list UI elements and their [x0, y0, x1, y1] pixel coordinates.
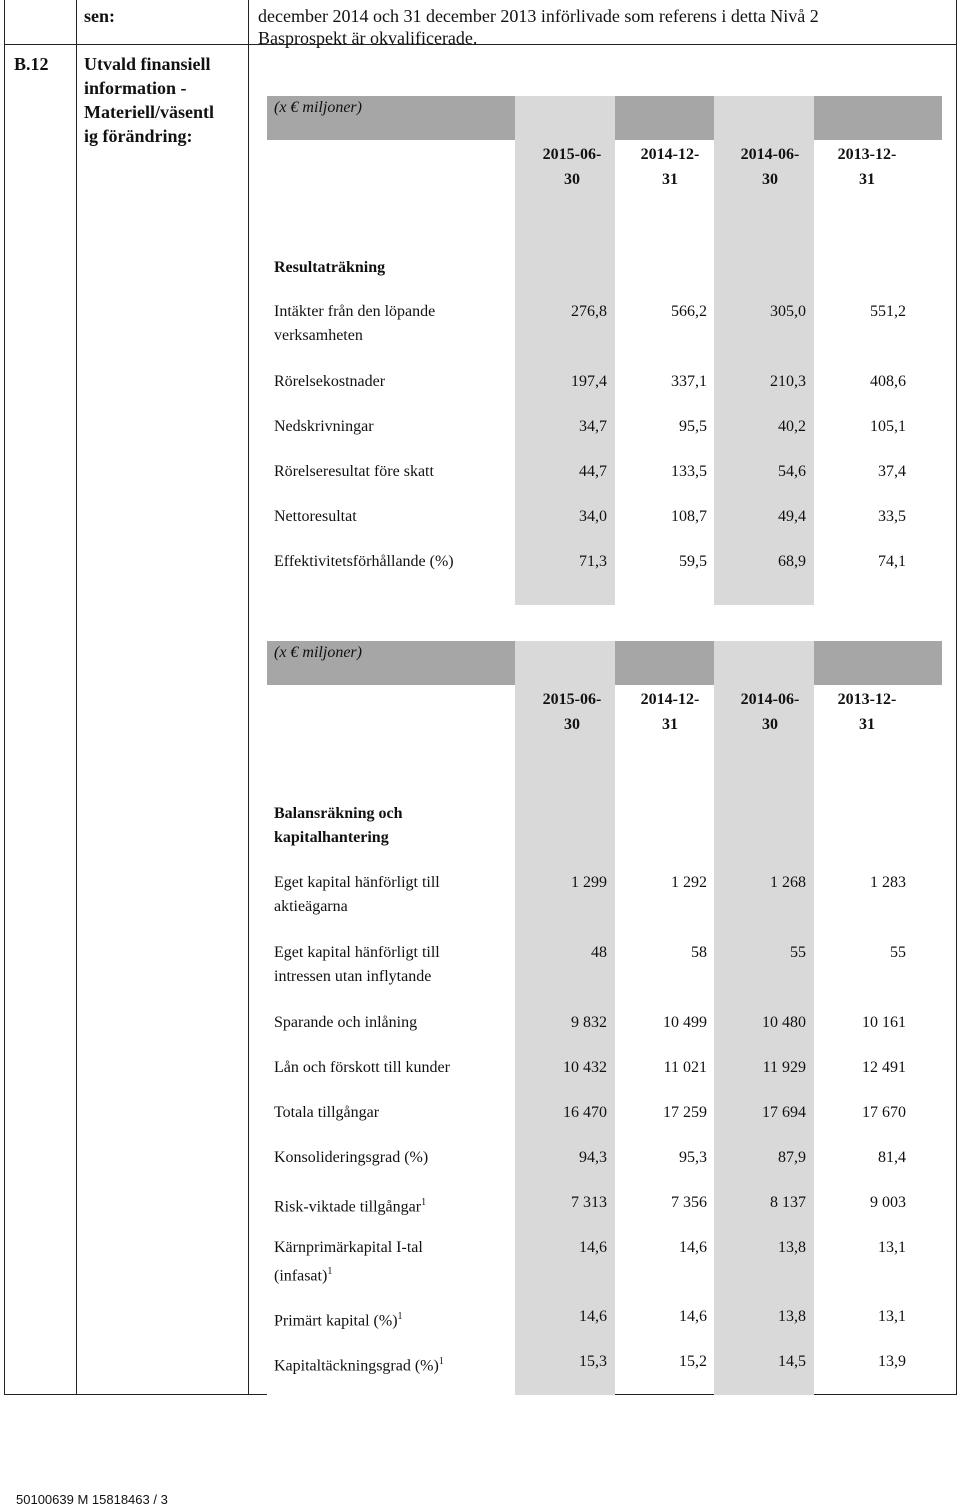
- cell-value: 1 292: [671, 874, 707, 891]
- cell-value: 9 832: [571, 1014, 607, 1031]
- cell-value: 44,7: [579, 463, 607, 480]
- cell-value: 197,4: [571, 373, 607, 390]
- row-label: Nettoresultat: [274, 508, 357, 525]
- cell-value: 68,9: [778, 553, 806, 570]
- row-label: Eget kapital hänförligt till aktieägarna: [274, 874, 440, 915]
- cell-value: 133,5: [671, 463, 707, 480]
- row-label: Primärt kapital (%)$^1$: [274, 1311, 403, 1330]
- cell-value: 33,5: [878, 508, 906, 525]
- cell-value: 55: [890, 944, 906, 961]
- page-footer: 50100639 M 15818463 / 3: [16, 1492, 168, 1507]
- label-column-bg: [267, 685, 515, 1395]
- cell-value: 87,9: [778, 1149, 806, 1166]
- cell-value: 13,1: [878, 1308, 906, 1325]
- row-label: Effektivitetsförhållande (%): [274, 553, 454, 570]
- cell-value: 14,5: [778, 1353, 806, 1370]
- section-title-line: Materiell/väsentl: [84, 102, 214, 122]
- cell-value: 34,7: [579, 418, 607, 435]
- cell-value: 37,4: [878, 463, 906, 480]
- cell-value: 11 929: [762, 1059, 806, 1076]
- section-number: B.12: [14, 54, 49, 74]
- cell-value: 54,6: [778, 463, 806, 480]
- row-label: Kapitaltäckningsgrad (%)$^1$: [274, 1356, 444, 1375]
- cell-value: 108,7: [671, 508, 707, 525]
- row-label: Intäkter från den löpande verksamheten: [274, 303, 436, 344]
- cell-value: 337,1: [671, 373, 707, 390]
- income-col-header: 2013-12- 31: [837, 146, 897, 188]
- section-title-line: Utvald finansiell: [84, 54, 211, 74]
- cell-value: 58: [691, 944, 707, 961]
- cell-value: 13,8: [778, 1308, 806, 1325]
- cell-value: 408,6: [870, 373, 906, 390]
- cell-value: 48: [591, 944, 607, 961]
- row-label: Lån och förskott till kunder: [274, 1059, 450, 1076]
- cell-value: 17 694: [762, 1104, 806, 1121]
- cell-value: 17 259: [663, 1104, 707, 1121]
- income-unit-label: (x € miljoner): [274, 99, 362, 116]
- cell-value: 95,3: [679, 1149, 707, 1166]
- section-title-line: information -: [84, 78, 187, 98]
- cell-value: 94,3: [579, 1149, 607, 1166]
- income-heading: Resultaträkning: [274, 259, 386, 276]
- row-label: Nedskrivningar: [274, 418, 374, 435]
- column-divider: [76, 0, 77, 1395]
- cell-value: 1 299: [571, 874, 607, 891]
- balance-col-header: 2015-06- 30: [542, 691, 602, 733]
- income-col-header: 2014-12- 31: [640, 146, 700, 188]
- cell-value: 14,6: [579, 1308, 607, 1325]
- row-label: Kärnprimärkapital I-tal (infasat)$^1$: [274, 1239, 423, 1285]
- balance-unit-label: (x € miljoner): [274, 644, 362, 661]
- cell-value: 81,4: [878, 1149, 906, 1166]
- row-label: Risk-viktade tillgångar$^1$: [274, 1197, 427, 1216]
- cell-value: 11 021: [663, 1059, 707, 1076]
- row-label: Totala tillgångar: [274, 1104, 380, 1121]
- cell-value: 55: [790, 944, 806, 961]
- cell-value: 14,6: [579, 1239, 607, 1256]
- cell-value: 210,3: [770, 373, 806, 390]
- cell-value: 17 670: [862, 1104, 906, 1121]
- row-label: Sparande och inlåning: [274, 1014, 418, 1031]
- balance-heading: Balansräkning och kapitalhantering: [274, 805, 403, 846]
- column-divider: [248, 0, 249, 1395]
- cell-value: 15,3: [579, 1353, 607, 1370]
- top-row-label: sen:: [84, 6, 115, 26]
- cell-value: 16 470: [563, 1104, 607, 1121]
- cell-value: 71,3: [579, 553, 607, 570]
- cell-value: 305,0: [770, 303, 806, 320]
- section-title-line: ig förändring:: [84, 126, 193, 146]
- top-row-text-line2: Basprospekt är okvalificerade.: [258, 28, 478, 48]
- cell-value: 551,2: [870, 303, 906, 320]
- cell-value: 10 499: [663, 1014, 707, 1031]
- balance-col-header: 2014-12- 31: [640, 691, 700, 733]
- cell-value: 7 313: [571, 1194, 607, 1211]
- cell-value: 1 268: [770, 874, 806, 891]
- balance-col-header: 2013-12- 31: [837, 691, 897, 733]
- row-label: Eget kapital hänförligt till intressen utan inflytande: [274, 944, 440, 985]
- cell-value: 49,4: [778, 508, 806, 525]
- cell-value: 13,9: [878, 1353, 906, 1370]
- cell-value: 10 161: [862, 1014, 906, 1031]
- cell-value: 40,2: [778, 418, 806, 435]
- cell-value: 12 491: [862, 1059, 906, 1076]
- cell-value: 9 003: [870, 1194, 906, 1211]
- top-row-text-line1: december 2014 och 31 december 2013 införlivade som referens i detta Nivå 2: [258, 6, 819, 26]
- cell-value: 1 283: [870, 874, 906, 891]
- balance-col-header: 2014-06- 30: [740, 691, 800, 733]
- row-label: Konsolideringsgrad (%): [274, 1149, 429, 1166]
- cell-value: 13,1: [878, 1239, 906, 1256]
- cell-value: 10 432: [563, 1059, 607, 1076]
- cell-value: 276,8: [571, 303, 607, 320]
- row-label: Rörelsekostnader: [274, 373, 386, 390]
- cell-value: 15,2: [679, 1353, 707, 1370]
- cell-value: 566,2: [671, 303, 707, 320]
- cell-value: 105,1: [870, 418, 906, 435]
- cell-value: 13,8: [778, 1239, 806, 1256]
- cell-value: 34,0: [579, 508, 607, 525]
- cell-value: 14,6: [679, 1308, 707, 1325]
- cell-value: 59,5: [679, 553, 707, 570]
- row-label: Rörelseresultat före skatt: [274, 463, 434, 480]
- cell-value: 14,6: [679, 1239, 707, 1256]
- cell-value: 95,5: [679, 418, 707, 435]
- cell-value: 10 480: [762, 1014, 806, 1031]
- cell-value: 74,1: [878, 553, 906, 570]
- cell-value: 7 356: [671, 1194, 707, 1211]
- income-col-header: 2014-06- 30: [740, 146, 800, 188]
- cell-value: 8 137: [770, 1194, 806, 1211]
- row-divider: [4, 44, 957, 45]
- income-col-header: 2015-06- 30: [542, 146, 602, 188]
